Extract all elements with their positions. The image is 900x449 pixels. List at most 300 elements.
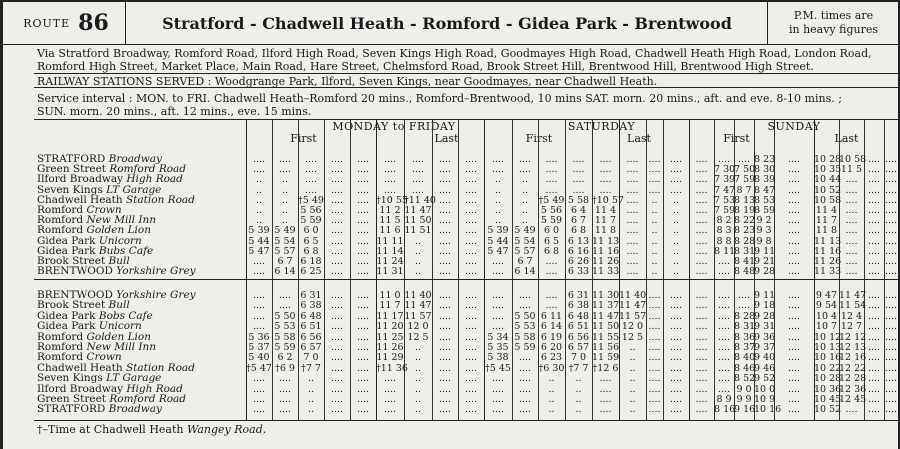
time-cell: 9 0 — [736, 383, 752, 395]
time-cell: .... — [438, 205, 452, 216]
time-cell: 5 57 — [514, 245, 536, 257]
time-cell: .... — [695, 383, 708, 395]
time-cell: 11 17 — [376, 310, 404, 322]
time-cell: 6 7 — [570, 215, 587, 227]
stop-point: High Road — [123, 382, 183, 395]
time-cell: .... — [356, 321, 370, 333]
time-cell: .... — [599, 154, 612, 165]
time-cell: .... — [787, 352, 801, 364]
time-cell: .... — [438, 164, 452, 176]
route-box — [7, 2, 126, 44]
time-cell: .... — [884, 321, 898, 333]
time-cell: .... — [867, 362, 881, 374]
time-cell: .... — [648, 342, 661, 353]
time-cell: 12 4 — [840, 310, 863, 322]
time-cell: 11 47 — [839, 290, 867, 301]
time-cell: 5 50 — [514, 310, 536, 322]
time-cell: 11 8 — [594, 225, 617, 237]
stop-point: Romford Road — [106, 163, 187, 176]
time-cell: .. — [548, 373, 555, 385]
service-interval-line1: Service interval : MON. to FRI. Chadwell Heath–Romford 20 mins., Romford–Brentwood, 10 mins SAT. morn. 20 mins., aft. and eve. 8-10 mins. ; — [37, 92, 842, 105]
time-cell: 7 30 — [714, 164, 736, 176]
time-cell: .. — [281, 184, 289, 196]
footnote — [37, 423, 266, 436]
time-cell: .... — [383, 373, 397, 385]
time-cell: .... — [464, 352, 478, 364]
time-cell: 10 58 — [814, 194, 842, 206]
time-cell: 11 13 — [814, 235, 842, 247]
time-cell: .... — [356, 342, 370, 353]
time-cell: .... — [599, 404, 612, 416]
time-cell: .... — [787, 290, 801, 301]
time-cell: †10 57 — [592, 194, 624, 206]
time-cell: .. — [548, 383, 555, 395]
time-cell: 5 54 — [514, 235, 536, 247]
time-cell: .... — [438, 235, 452, 247]
stop-point: Station Road — [122, 361, 195, 374]
pm-note — [767, 2, 899, 44]
time-cell: .... — [438, 342, 452, 353]
time-cell: .. — [494, 194, 502, 206]
time-cell: 9 11 — [754, 245, 776, 257]
time-cell: .... — [669, 184, 683, 196]
footnote-prefix: †–Time at Chadwell Heath — [37, 423, 184, 436]
section-mon-fri: MONDAY to FRIDAY — [332, 120, 456, 133]
time-cell: .... — [695, 174, 708, 186]
time-cell: .... — [438, 321, 452, 333]
time-cell: .... — [648, 362, 661, 374]
time-cell: .... — [648, 394, 661, 405]
time-cell: 8 9 — [716, 394, 732, 405]
time-cell: .... — [438, 300, 452, 312]
time-cell: 10 52 — [814, 404, 842, 416]
time-cell: 9 16 — [734, 404, 756, 416]
time-cell: .... — [304, 174, 318, 186]
time-cell: .... — [330, 290, 344, 301]
stop-place: BRENTWOOD — [37, 289, 113, 301]
time-cell: .. — [575, 383, 582, 395]
time-cell: .... — [464, 154, 478, 165]
time-cell: .... — [717, 331, 731, 343]
time-cell: .. — [281, 174, 289, 186]
pm-note-line1: P.M. times are — [793, 9, 874, 22]
time-cell: 11 6 — [379, 225, 401, 237]
time-cell: 11 57 — [404, 310, 432, 322]
time-cell: .... — [383, 164, 397, 176]
time-cell: .... — [845, 184, 858, 196]
time-cell: .. — [651, 266, 658, 278]
time-cell: 7 59 — [734, 174, 756, 186]
time-cell: 5 35 — [487, 342, 509, 353]
time-cell: .... — [669, 290, 683, 301]
time-cell: .... — [356, 394, 370, 405]
timetable-header — [3, 2, 898, 45]
time-cell: 9 3 — [756, 225, 772, 237]
time-cell: .... — [252, 154, 266, 165]
time-cell: †5 49 — [298, 194, 324, 206]
time-cell: .... — [648, 331, 661, 343]
time-cell: .... — [884, 404, 898, 416]
time-cell: 10 58 — [839, 154, 867, 165]
time-cell: .... — [330, 321, 344, 333]
time-cell: .... — [845, 205, 858, 216]
time-cell: .... — [845, 256, 858, 267]
time-cell: 5 44 — [487, 235, 509, 247]
time-cell: .... — [867, 342, 881, 353]
time-cell: 11 50 — [592, 321, 620, 333]
time-cell: .... — [787, 331, 801, 343]
time-cell: 11 59 — [592, 352, 620, 364]
time-cell: 11 14 — [376, 245, 404, 257]
stop-point: Golden Lion — [83, 224, 151, 237]
time-cell: 6 57 — [300, 342, 322, 353]
time-cell: 10 13 — [814, 342, 842, 353]
time-cell: †6 30 — [538, 362, 565, 374]
stop-place: Ilford Broadway — [37, 382, 124, 395]
time-cell: 6 16 — [567, 245, 590, 257]
time-cell: 10 52 — [814, 184, 842, 196]
time-cell: 12 45 — [839, 394, 867, 405]
stop-place: Gidea Park — [37, 309, 96, 322]
time-cell: .... — [383, 404, 397, 416]
time-cell: .... — [356, 256, 370, 267]
time-cell: 6 51 — [300, 321, 322, 333]
time-cell: 7 39 — [714, 174, 736, 186]
stop-point: New Mill Inn — [83, 341, 157, 353]
via-text: Via Stratford Broadway, Romford Road, Ilford High Road, Seven Kings High Road, Goodmayes High Road, Chadwell Heath High Road, London Road, Romford High Street, Market Place, Main Road, Hare Street, Chelmsford Road, Brook Street Hill, Brentwood Hill, Brentwood High Street. — [37, 47, 872, 73]
time-cell: 8 46 — [734, 362, 756, 374]
time-cell: 11 51 — [404, 225, 432, 237]
time-cell: 6 56 — [567, 331, 590, 343]
time-cell: 11 16 — [814, 245, 842, 257]
time-cell: 11 26 — [814, 256, 842, 267]
time-cell: .... — [438, 310, 452, 322]
time-cell: .. — [672, 256, 680, 267]
time-cell: .... — [356, 154, 370, 165]
time-cell: .... — [491, 383, 505, 395]
stop-point: Golden Lion — [83, 330, 151, 343]
time-cell: .... — [599, 394, 612, 405]
time-cell: .... — [717, 310, 731, 322]
time-cell: 9 54 — [815, 300, 838, 312]
time-cell: 11 7 — [379, 300, 401, 312]
time-cell: .... — [545, 164, 558, 176]
time-cell: .... — [717, 154, 731, 165]
time-cell: 11 4 — [594, 205, 617, 216]
time-cell: .... — [717, 373, 731, 385]
stop-point: Bull — [105, 255, 130, 267]
time-cell: .. — [281, 215, 289, 227]
time-cell: .... — [518, 383, 532, 395]
time-cell: .... — [717, 362, 731, 374]
stop-place: Green Street — [37, 393, 107, 405]
time-cell: .... — [464, 383, 478, 395]
time-cell: .. — [414, 383, 422, 395]
stop-place: Romford — [37, 214, 84, 227]
time-cell: 7 0 — [570, 352, 587, 364]
time-cell: 10 36 — [814, 383, 842, 395]
stop-place: Gidea Park — [37, 234, 96, 247]
time-cell: .... — [464, 266, 478, 278]
time-cell: .... — [356, 266, 370, 278]
time-cell: .... — [330, 184, 344, 196]
time-cell: .... — [545, 174, 558, 186]
time-cell: .. — [651, 245, 658, 257]
time-cell: 7 59 — [714, 205, 736, 216]
time-cell: .... — [787, 373, 801, 385]
stop-point: Romford Road — [106, 393, 187, 405]
time-cell: .... — [438, 266, 452, 278]
time-cell: .... — [252, 394, 266, 405]
time-cell: 11 30 — [592, 290, 620, 301]
time-cell: 8 13 — [734, 194, 756, 206]
time-cell: .... — [648, 184, 661, 196]
time-cell: .... — [464, 362, 478, 374]
time-cell: 8 30 — [754, 164, 776, 176]
time-cell: .... — [330, 174, 344, 186]
time-cell: .... — [411, 184, 425, 196]
time-cell: 6 7 — [517, 256, 533, 267]
time-cell: .... — [278, 383, 292, 395]
time-cell: 7 50 — [734, 164, 756, 176]
time-cell: .. — [414, 235, 422, 247]
time-cell: 6 18 — [300, 256, 322, 267]
time-cell: .. — [651, 225, 658, 237]
time-cell: 6 51 — [567, 321, 590, 333]
time-cell: .... — [695, 321, 708, 333]
time-cell: .... — [545, 300, 558, 312]
time-cell: .... — [438, 154, 452, 165]
time-cell: .... — [438, 373, 452, 385]
time-cell: .. — [672, 235, 680, 247]
stop-name — [37, 404, 162, 415]
time-cell: 8 2 — [716, 215, 732, 227]
time-cell: .... — [464, 235, 478, 247]
time-cell: 8 28 — [734, 310, 756, 322]
time-cell: 11 56 — [592, 342, 620, 353]
stop-place: Romford — [37, 204, 84, 216]
time-cell: .. — [414, 256, 422, 267]
time-cell: .. — [494, 215, 502, 227]
time-cell: .... — [330, 394, 344, 405]
time-cell: .... — [787, 225, 801, 237]
stop-point: Bull — [105, 299, 130, 312]
time-cell: .. — [629, 383, 636, 395]
time-cell: .... — [252, 321, 266, 333]
time-cell: 5 59 — [514, 342, 536, 353]
time-cell: .... — [599, 383, 612, 395]
time-cell: .... — [737, 300, 751, 312]
time-cell: 5 39 — [487, 225, 509, 237]
time-cell: .... — [884, 164, 898, 176]
time-cell: .. — [281, 194, 289, 206]
stop-place: Seven Kings — [37, 183, 103, 196]
time-cell: .... — [648, 154, 661, 165]
time-cell: .... — [884, 331, 898, 343]
stop-point: LT Garage — [102, 372, 162, 385]
time-cell: .... — [787, 266, 801, 278]
time-cell: 10 16 — [754, 404, 782, 416]
mf-first-label: First — [290, 132, 317, 145]
time-cell: .... — [252, 300, 266, 312]
time-cell: .... — [599, 174, 612, 186]
time-cell: 8 52 — [734, 373, 756, 385]
time-cell: .... — [491, 154, 505, 165]
time-cell: 5 59 — [540, 215, 563, 227]
time-cell: .. — [307, 383, 315, 395]
time-cell: .... — [787, 300, 801, 312]
time-cell: 11 50 — [404, 215, 432, 227]
stop-place: Romford — [37, 351, 84, 364]
time-cell: .... — [491, 394, 505, 405]
time-cell: .... — [648, 321, 661, 333]
time-cell: .... — [356, 300, 370, 312]
stop-place: Chadwell Heath — [37, 361, 123, 374]
time-cell: .... — [356, 383, 370, 395]
stop-place: Chadwell Heath — [37, 193, 123, 206]
time-cell: .... — [867, 321, 881, 333]
time-cell: .... — [356, 245, 370, 257]
time-cell: .... — [669, 310, 683, 322]
time-cell: .... — [648, 164, 661, 176]
time-cell: 11 4 — [815, 205, 838, 216]
time-cell: 5 59 — [300, 215, 322, 227]
time-cell: .... — [383, 174, 397, 186]
time-cell: .... — [867, 154, 881, 165]
time-cell: 12 7 — [840, 321, 863, 333]
time-cell: .... — [845, 404, 858, 416]
time-cell: .... — [884, 184, 898, 196]
time-cell: .... — [648, 310, 661, 322]
time-cell: 8 59 — [754, 205, 776, 216]
time-cell: .. — [629, 394, 636, 405]
time-cell: .... — [884, 266, 898, 278]
time-cell: .... — [411, 174, 425, 186]
time-cell: 6 33 — [567, 266, 590, 278]
time-cell: .... — [330, 154, 344, 165]
time-cell: .... — [464, 215, 478, 227]
time-cell: .... — [278, 394, 292, 405]
time-cell: .... — [464, 290, 478, 301]
time-cell: 11 40 — [404, 290, 432, 301]
time-cell: .... — [599, 184, 612, 196]
time-cell: .... — [383, 184, 397, 196]
service-interval-line2: SUN. morn. 20 mins., aft. 12 mins., eve. 15 mins. — [37, 105, 312, 118]
time-cell: 9 40 — [754, 352, 776, 364]
time-cell: .. — [672, 266, 680, 278]
time-cell: †6 9 — [275, 362, 295, 374]
time-cell: †12 6 — [592, 362, 619, 374]
time-cell: .... — [884, 310, 898, 322]
time-cell: 12 5 — [621, 331, 644, 343]
time-cell: .... — [867, 383, 881, 395]
stop-point: Broadway — [105, 153, 162, 165]
time-cell: 6 13 — [567, 235, 590, 247]
time-cell: 5 53 — [274, 321, 296, 333]
time-cell: .... — [438, 215, 452, 227]
time-cell: .... — [787, 394, 801, 405]
time-cell: 5 39 — [248, 225, 270, 237]
time-cell: .... — [884, 373, 898, 385]
time-cell: .... — [518, 290, 532, 301]
time-cell: 8 53 — [754, 194, 776, 206]
stop-point: Crown — [83, 204, 122, 216]
time-cell: .... — [867, 300, 881, 312]
route-title: Stratford - Chadwell Heath - Romford - Gidea Park - Brentwood — [162, 13, 732, 33]
time-cell: 9 46 — [754, 362, 776, 374]
time-cell: 11 47 — [619, 300, 647, 312]
time-cell: .... — [545, 290, 558, 301]
time-cell: .... — [518, 300, 532, 312]
time-cell: .... — [278, 300, 292, 312]
time-cell: .... — [884, 154, 898, 165]
time-cell: 8 31 — [734, 321, 756, 333]
time-cell: .... — [787, 245, 801, 257]
time-cell: .... — [356, 205, 370, 216]
time-cell: .. — [281, 205, 289, 216]
stop-point: Bubs Cafe — [95, 244, 154, 257]
stop-point: High Road — [123, 173, 183, 186]
time-cell: .... — [572, 174, 585, 186]
time-cell: 11 0 — [379, 290, 401, 301]
service-interval — [37, 92, 895, 118]
time-cell: 8 47 — [754, 184, 776, 196]
time-cell: .... — [626, 266, 639, 278]
time-cell: .... — [356, 290, 370, 301]
time-cell: .... — [464, 373, 478, 385]
time-cell: .... — [411, 164, 425, 176]
time-cell: .... — [464, 205, 478, 216]
time-cell: .... — [411, 154, 425, 165]
time-cell: 6 8 — [543, 245, 560, 257]
time-cell: .... — [278, 154, 292, 165]
time-cell: .... — [669, 362, 683, 374]
time-cell: 5 54 — [274, 235, 296, 247]
time-cell: .... — [669, 352, 683, 364]
time-cell: .... — [695, 310, 708, 322]
time-cell: .... — [845, 235, 858, 247]
time-cell: 10 45 — [814, 394, 842, 405]
time-cell: †11 40 — [404, 194, 436, 206]
time-cell: .. — [414, 373, 422, 385]
time-cell: .... — [695, 373, 708, 385]
timetable-grid — [34, 119, 898, 421]
time-cell: .... — [884, 300, 898, 312]
time-cell: 11 37 — [592, 300, 620, 312]
time-cell: .... — [669, 404, 683, 416]
time-cell: .... — [626, 164, 639, 176]
time-cell: 11 33 — [592, 266, 620, 278]
time-cell: .. — [414, 404, 422, 416]
time-cell: .... — [695, 362, 708, 374]
time-cell: .... — [884, 194, 898, 206]
stop-point: Unicorn — [95, 320, 142, 333]
time-cell: 11 16 — [592, 245, 620, 257]
time-cell: .... — [626, 215, 639, 227]
time-cell: 8 48 — [734, 266, 756, 278]
time-cell: .... — [695, 164, 708, 176]
stop-place: Brook Street — [37, 299, 106, 312]
stop-place: STRATFORD — [37, 403, 106, 416]
time-cell: .... — [787, 310, 801, 322]
time-cell: .... — [717, 266, 731, 278]
time-cell: .. — [414, 352, 422, 364]
time-cell: .... — [330, 164, 344, 176]
time-cell: 11 13 — [592, 235, 620, 247]
time-cell: 11 31 — [376, 266, 404, 278]
time-cell: .... — [884, 383, 898, 395]
time-cell: .... — [669, 321, 683, 333]
